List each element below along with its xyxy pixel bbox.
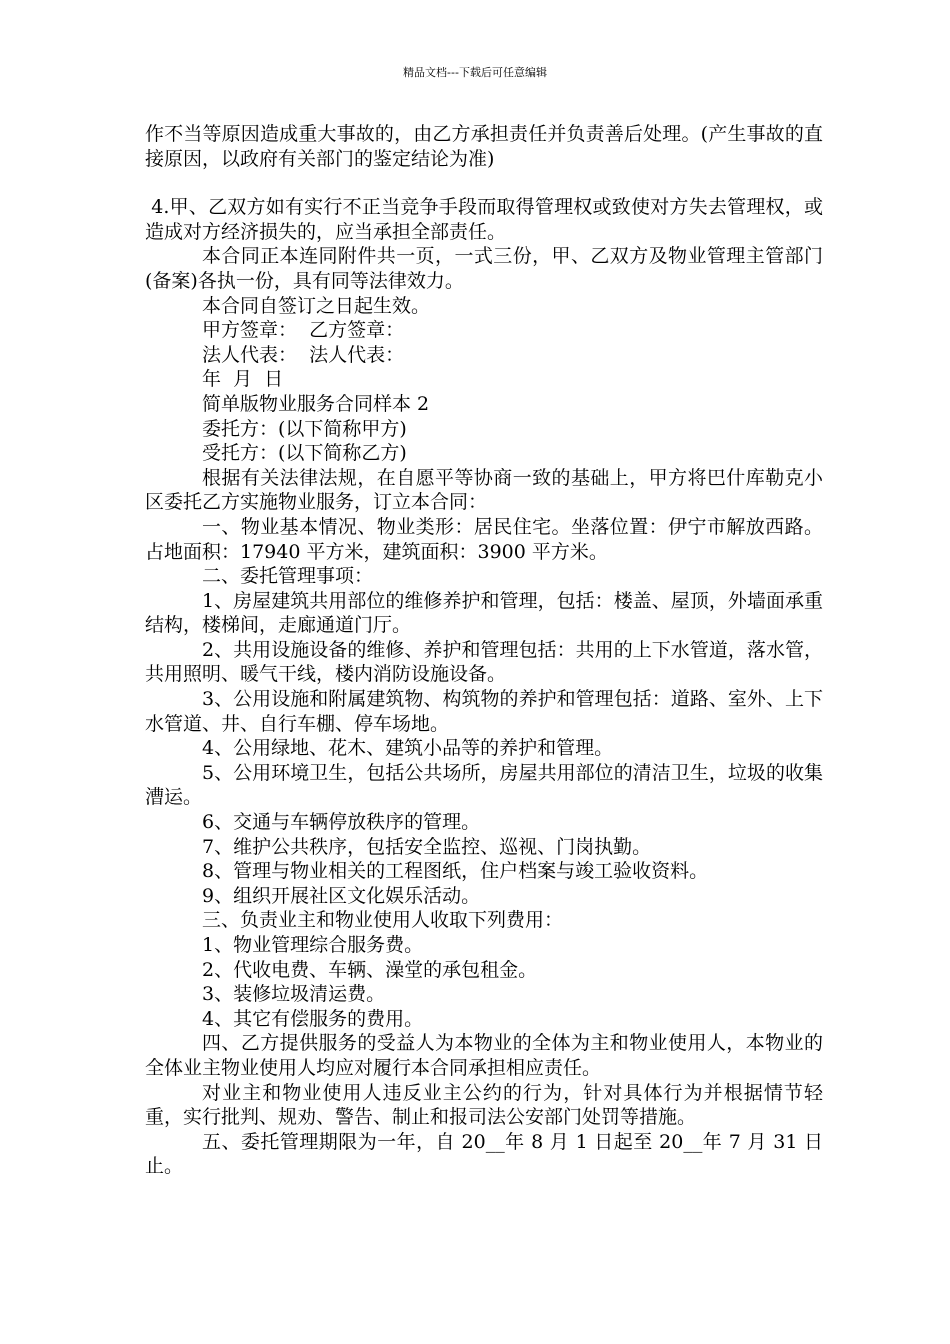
paragraph: 2、共用设施设备的维修、养护和管理包括：共用的上下水管道，落水管，共用照明、暖气干线，楼内消防设施设备。: [145, 638, 823, 686]
page-header: 精品文档---下载后可任意编辑: [403, 66, 547, 79]
paragraph: 简单版物业服务合同样本 2: [202, 392, 430, 415]
paragraph: 4.甲、乙双方如有实行不正当竞争手段而取得管理权或致使对方失去管理权，或造成对方经济损失的，应当承担全部责任。: [145, 196, 823, 243]
paragraph: 2、代收电费、车辆、澡堂的承包租金。: [202, 958, 538, 981]
paragraph: 3、公用设施和附属建筑物、构筑物的养护和管理包括：道路、室外、上下水管道、井、自行车棚、停车场地。: [145, 688, 823, 735]
paragraph: 6、交通与车辆停放秩序的管理。: [202, 811, 481, 834]
paragraph: 一、物业基本情况、物业类形：居民住宅。坐落位置：伊宁市解放西路。占地面积：17940 平方米，建筑面积：3900 平方米。: [145, 515, 823, 563]
paragraph: 本合同正本连同附件共一页，一式三份，甲、乙双方及物业管理主管部门(备案)各执一份，具有同等法律效力。: [145, 245, 823, 292]
paragraph: 法人代表： 法人代表：: [202, 343, 405, 366]
paragraph: 7、维护公共秩序，包括安全监控、巡视、门岗执勤。: [202, 835, 652, 858]
paragraph: 3、装修垃圾清运费。: [202, 983, 386, 1006]
paragraph: 对业主和物业使用人违反业主公约的行为，针对具体行为并根据情节轻重，实行批判、规劝、警告、制止和报司法公安部门处罚等措施。: [145, 1081, 823, 1129]
paragraph: 8、管理与物业相关的工程图纸，住户档案与竣工验收资料。: [202, 860, 709, 883]
paragraph: 二、委托管理事项：: [202, 565, 374, 588]
paragraph: 委托方：(以下简称甲方): [202, 417, 407, 440]
paragraph: 1、房屋建筑共用部位的维修养护和管理，包括：楼盖、屋顶，外墙面承重结构，楼梯间，走廊通道门厅。: [145, 589, 823, 637]
paragraph: 1、物业管理综合服务费。: [202, 934, 424, 956]
paragraph: 4、其它有偿服务的费用。: [202, 1007, 424, 1030]
paragraph: 4、公用绿地、花木、建筑小品等的养护和管理。: [202, 737, 614, 760]
paragraph: 年 月 日: [202, 368, 284, 391]
paragraph: 作不当等原因造成重大事故的，由乙方承担责任并负责善后处理。(产生事故的直接原因，以政府有关部门的鉴定结论为准): [145, 123, 823, 170]
paragraph: 受托方：(以下简称乙方): [202, 442, 407, 465]
document-body: [145, 122, 823, 1179]
blank-line: [145, 171, 823, 195]
paragraph: 甲方签章： 乙方签章：: [202, 319, 405, 342]
paragraph: 根据有关法律法规，在自愿平等协商一致的基础上，甲方将巴什库勒克小区委托乙方实施物业服务，订立本合同：: [145, 466, 823, 514]
paragraph: 四、乙方提供服务的受益人为本物业的全体为主和物业使用人，本物业的全体业主物业使用人均应对履行本合同承担相应责任。: [145, 1032, 823, 1079]
paragraph: 本合同自签订之日起生效。: [202, 294, 431, 317]
paragraph: 5、公用环境卫生，包括公共场所，房屋共用部位的清洁卫生，垃圾的收集漕运。: [145, 761, 823, 809]
paragraph: 三、负责业主和物业使用人收取下列费用：: [202, 909, 564, 932]
paragraph: 9、组织开展社区文化娱乐活动。: [202, 884, 481, 907]
paragraph: 五、委托管理期限为一年，自 20__年 8 月 1 日起至 20__年 7 月 31 日止。: [145, 1130, 823, 1178]
